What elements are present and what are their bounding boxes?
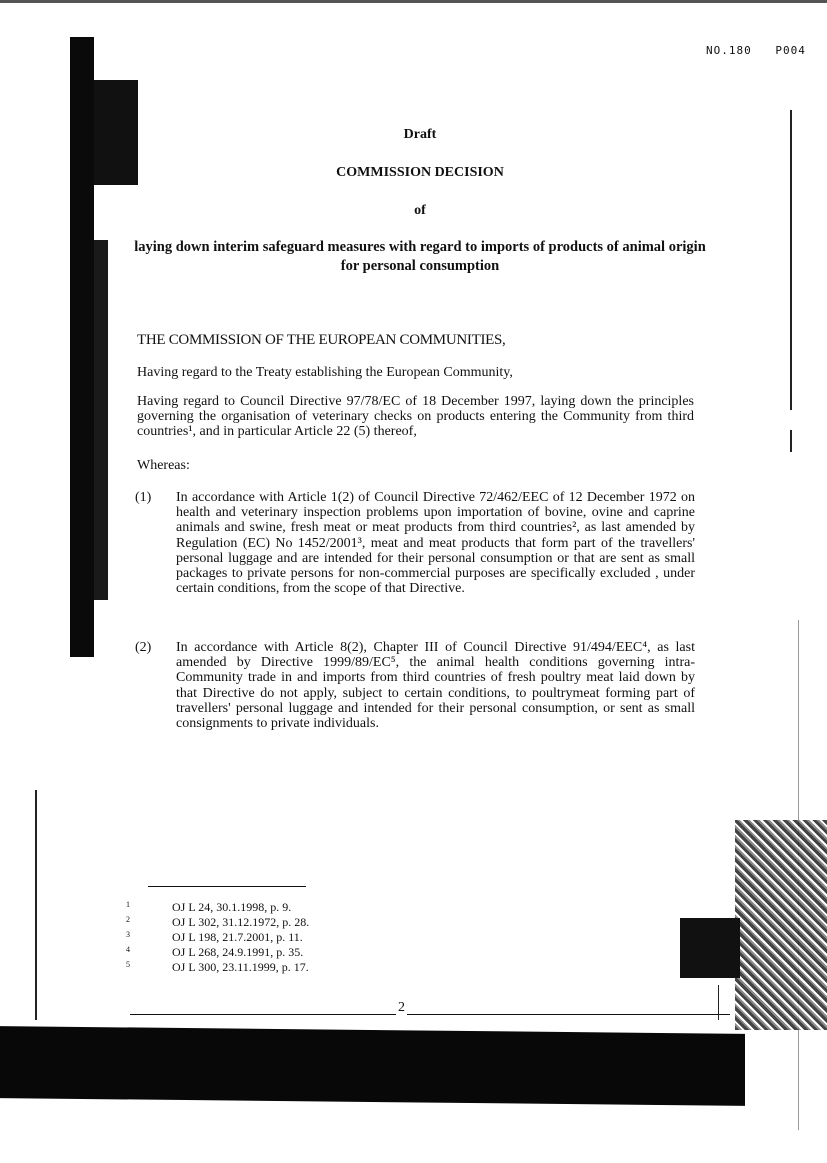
recital xyxy=(135,640,695,731)
footnote-text: OJ L 268, 24.9.1991, p. 35. xyxy=(172,945,304,959)
fax-page: P004 xyxy=(775,44,806,57)
having-regard-directive: Having regard to Council Directive 97/78/EC of 18 December 1997, laying down the principles governing the organisation of veterinary checks on products entering the Community from third countries¹, and in particular Article 22 (5) thereof, xyxy=(137,394,694,439)
footnote-mark: 4 xyxy=(126,945,130,954)
recital-text: In accordance with Article 1(2) of Council Directive 72/462/EEC of 12 December 1972 on health and veterinary inspection problems upon importation of bovine, ovine and caprine animals and swine, fresh meat or meat products from third countries², as last amended by Regulation (EC) No 1452/2001³, meat and meat products that form part of the travellers' personal luggage and are intended for their personal consumption or that are sent as small packages to private persons for non-commercial purposes are specifically excluded , under certain conditions, from the scope of that Directive. xyxy=(176,490,695,597)
footer-mark xyxy=(718,985,719,1020)
scan-left-shadow xyxy=(70,37,94,657)
document-subject: laying down interim safeguard measures with regard to imports of products of animal origin for personal consumption xyxy=(134,239,706,274)
scan-noise-block xyxy=(680,918,740,978)
footnote-mark: 2 xyxy=(126,915,130,924)
page-number: 2 xyxy=(398,1000,405,1015)
scan-top-edge xyxy=(0,0,827,3)
recital-text: In accordance with Article 8(2), Chapter III of Council Directive 91/494/EEC⁴, as last amended by Directive 1999/89/EC⁵, the animal health conditions governing intra-Community trade in and imports from third countries of fresh poultry meat laid down by that Directive do not apply, subject to certain conditions, to poultrymeat forming part of travellers' personal luggage and intended for their personal consumption, or sent as small consignments to private individuals. xyxy=(176,640,695,732)
fax-number: NO.180 xyxy=(706,44,752,57)
scan-left-shadow-strip xyxy=(94,240,108,600)
recital xyxy=(135,490,695,596)
draft-label: Draft xyxy=(403,127,437,142)
scan-left-edge-line xyxy=(35,790,37,1020)
having-regard-treaty: Having regard to the Treaty establishing the European Community, xyxy=(137,365,513,380)
fax-header xyxy=(706,44,822,57)
footnote-text: OJ L 24, 30.1.1998, p. 9. xyxy=(172,900,292,914)
whereas-label: Whereas: xyxy=(137,458,190,473)
scan-right-edge-mark xyxy=(790,430,792,452)
scan-right-edge-line xyxy=(790,110,792,410)
footnote-rule xyxy=(148,886,306,887)
footnote-text: OJ L 300, 23.11.1999, p. 17. xyxy=(172,960,309,974)
footnote-mark: 5 xyxy=(126,960,130,969)
recital-number: (2) xyxy=(135,640,152,655)
footnote-mark: 3 xyxy=(126,930,130,939)
footer-rule xyxy=(130,1014,730,1015)
title-of: of xyxy=(414,203,426,218)
footnote-text: OJ L 302, 31.12.1972, p. 28. xyxy=(172,915,310,929)
scan-bottom-shadow xyxy=(0,1026,745,1106)
recital-number: (1) xyxy=(135,490,152,505)
footnote-mark: 1 xyxy=(126,900,130,909)
scan-noise-patch xyxy=(735,820,827,1030)
document-title: COMMISSION DECISION xyxy=(336,165,504,180)
footnote-text: OJ L 198, 21.7.2001, p. 11. xyxy=(172,930,303,944)
commission-line: THE COMMISSION OF THE EUROPEAN COMMUNITIES, xyxy=(137,332,506,348)
